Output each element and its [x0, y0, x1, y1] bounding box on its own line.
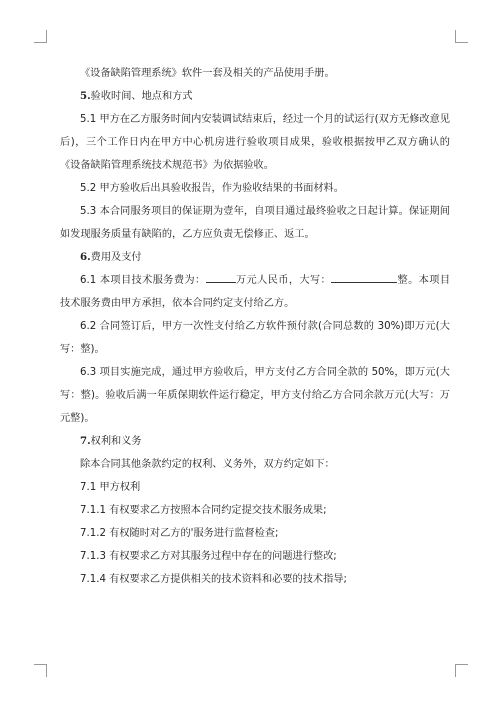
text-segment: 整。本项目技术服务费由甲方承担，依本合同约定支付给乙方。	[60, 275, 451, 309]
section-heading-5	[60, 85, 450, 108]
paragraph-7-1-4: 7.1.4 有权要求乙方提供相关的技术资料和必要的技术指导;	[80, 574, 347, 585]
paragraph-deliverables: 《设备缺陷管理系统》软件一套及相关的产品使用手册。	[80, 68, 335, 79]
section-heading-6	[60, 246, 450, 269]
crop-mark-top-right	[455, 30, 468, 43]
section-heading-7	[60, 430, 450, 453]
paragraph-5-3: 5.3 本合同服务项目的保证期为壹年，自项目通过最终验收之日起计算。保证期间如发现服务质量有缺陷的，乙方应负责无偿修正、返工。	[60, 206, 450, 240]
paragraph-7-1-3: 7.1.3 有权要求乙方对其服务过程中存在的问题进行整改;	[80, 551, 337, 562]
paragraph-7-1-1: 7.1.1 有权要求乙方按照本合同约定提交技术服务成果;	[80, 505, 327, 516]
section-number: 7.	[80, 435, 91, 447]
section-title: 验收时间、地点和方式	[90, 91, 193, 102]
text-segment: 6.1 本项目技术服务费为：	[80, 275, 206, 286]
paragraph-7-1-2: 7.1.2 有权随时对乙方的'服务进行监督检查;	[80, 528, 279, 539]
fill-in-blank-capital	[331, 270, 397, 283]
document-body	[60, 62, 450, 591]
crop-mark-bottom-right	[455, 664, 468, 677]
paragraph-7-intro: 除本合同其他条款约定的权利、义务外，双方约定如下：	[80, 459, 335, 470]
paragraph-6-1	[60, 269, 450, 315]
paragraph-5-2: 5.2 甲方验收后出具验收报告，作为验收结果的书面材料。	[80, 183, 344, 194]
section-number: 6.	[80, 251, 91, 263]
section-title: 费用及支付	[90, 252, 142, 263]
crop-mark-bottom-left	[34, 664, 47, 677]
section-title: 权利和义务	[90, 436, 142, 447]
section-number: 5.	[80, 90, 91, 102]
paragraph-6-2: 6.2 合同签订后，甲方一次性支付给乙方软件预付款(合同总数的 30%)即万元(大写：整)。	[60, 321, 450, 355]
fill-in-blank-amount	[206, 270, 236, 283]
text-segment: 万元人民币，大写：	[235, 275, 332, 286]
paragraph-6-3: 6.3 项目实施完成，通过甲方验收后，甲方支付乙方合同全款的 50%，即万元(大写：整)。验收后满一年质保期软件运行稳定，甲方支付给乙方合同余款万元(大写：万元整)。	[60, 367, 450, 424]
paragraph-7-1: 7.1 甲方权利	[80, 482, 141, 493]
crop-mark-top-left	[34, 30, 47, 43]
paragraph-5-1: 5.1 甲方在乙方服务时间内安装调试结束后，经过一个月的试运行(双方无修改意见后)，三个工作日内在甲方中心机房进行验收项目成果，验收根据按甲乙双方确认的《设备缺陷管理系统技术规范书》为依据验收。	[60, 114, 450, 171]
